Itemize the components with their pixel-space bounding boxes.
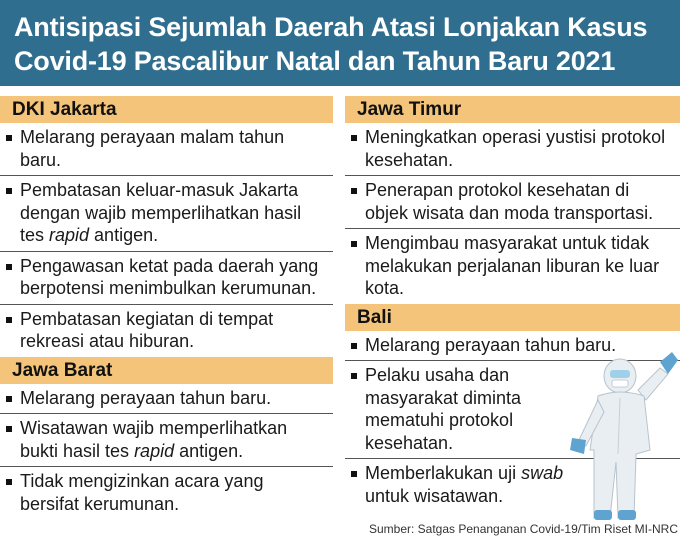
source-credit: Sumber: Satgas Penanganan Covid-19/Tim Riset MI-NRC — [368, 522, 678, 536]
item-text: kesehatan. — [365, 432, 454, 453]
section-title-jawa-barat: Jawa Barat — [0, 357, 333, 384]
item-text: mematuhi protokol — [365, 410, 514, 430]
section-title-dki-jakarta: DKI Jakarta — [0, 96, 333, 123]
list-item — [345, 229, 680, 304]
title-line-2: Covid-19 Pascalibur Natal dan Tahun Baru 2021 — [14, 46, 616, 76]
list-item — [0, 176, 333, 252]
item-text: Penerapan protokol kesehatan di objek wisata dan moda transportasi. — [365, 180, 654, 223]
list-item — [0, 384, 333, 415]
bullet-icon — [351, 343, 357, 349]
bullet-icon — [6, 317, 12, 323]
list-item — [0, 252, 333, 305]
item-text: Pembatasan kegiatan di tempat rekreasi atau hiburan. — [20, 308, 274, 351]
section-title-bali: Bali — [345, 304, 680, 331]
item-text: Melarang perayaan tahun baru. — [365, 334, 617, 355]
jatim-list — [345, 123, 680, 304]
item-text: Tidak mengizinkan acara yang bersifat kerumunan. — [20, 471, 264, 514]
title-line-1: Antisipasi Sejumlah Daerah Atasi Lonjakan Kasus — [14, 12, 648, 42]
bullet-icon — [6, 188, 12, 194]
item-text: masyarakat diminta — [365, 387, 522, 408]
item-text: Mengimbau masyarakat untuk tidak melakukan perjalanan liburan ke luar kota. — [365, 233, 660, 298]
item-text: Memberlakukan uji — [365, 463, 522, 483]
item-text: Pembatasan keluar-masuk Jakarta dengan wajib memperlihatkan hasil tes — [20, 180, 302, 245]
dki-list — [0, 123, 333, 357]
left-column — [0, 96, 333, 519]
item-text: Meningkatkan operasi yustisi protokol kesehatan. — [365, 127, 666, 170]
bullet-icon — [6, 479, 12, 485]
item-text: Melarang perayaan malam tahun baru. — [20, 127, 285, 170]
hazmat-suit-worker-icon — [560, 350, 680, 522]
item-text: antigen. — [174, 440, 244, 461]
list-item — [0, 123, 333, 176]
bullet-icon — [351, 373, 357, 379]
bullet-icon — [6, 135, 12, 141]
bullet-icon — [351, 471, 357, 477]
jabar-list — [0, 384, 333, 520]
bullet-icon — [351, 188, 357, 194]
item-text: Pengawasan ketat pada daerah yang berpotensi menimbulkan kerumunan. — [20, 255, 319, 298]
list-item — [345, 176, 680, 229]
item-text-italic: swab — [521, 463, 564, 483]
item-text-italic: rapid — [49, 225, 90, 245]
bullet-icon — [351, 241, 357, 247]
list-item — [0, 414, 333, 467]
item-text-italic: rapid — [134, 440, 175, 461]
item-text: Melarang perayaan tahun baru. — [20, 387, 272, 408]
bullet-icon — [6, 264, 12, 270]
item-text: Wisatawan wajib memperlihatkan bukti hasil tes — [20, 418, 288, 461]
item-text: untuk wisatawan. — [365, 485, 504, 506]
list-item — [0, 305, 333, 357]
list-item — [345, 123, 680, 176]
bullet-icon — [351, 135, 357, 141]
bullet-icon — [6, 396, 12, 402]
section-title-jawa-timur: Jawa Timur — [345, 96, 680, 123]
infographic-header — [0, 0, 680, 86]
list-item — [0, 467, 333, 519]
bullet-icon — [6, 426, 12, 432]
item-text: Pelaku usaha dan — [365, 365, 510, 385]
item-text: antigen. — [89, 225, 159, 245]
